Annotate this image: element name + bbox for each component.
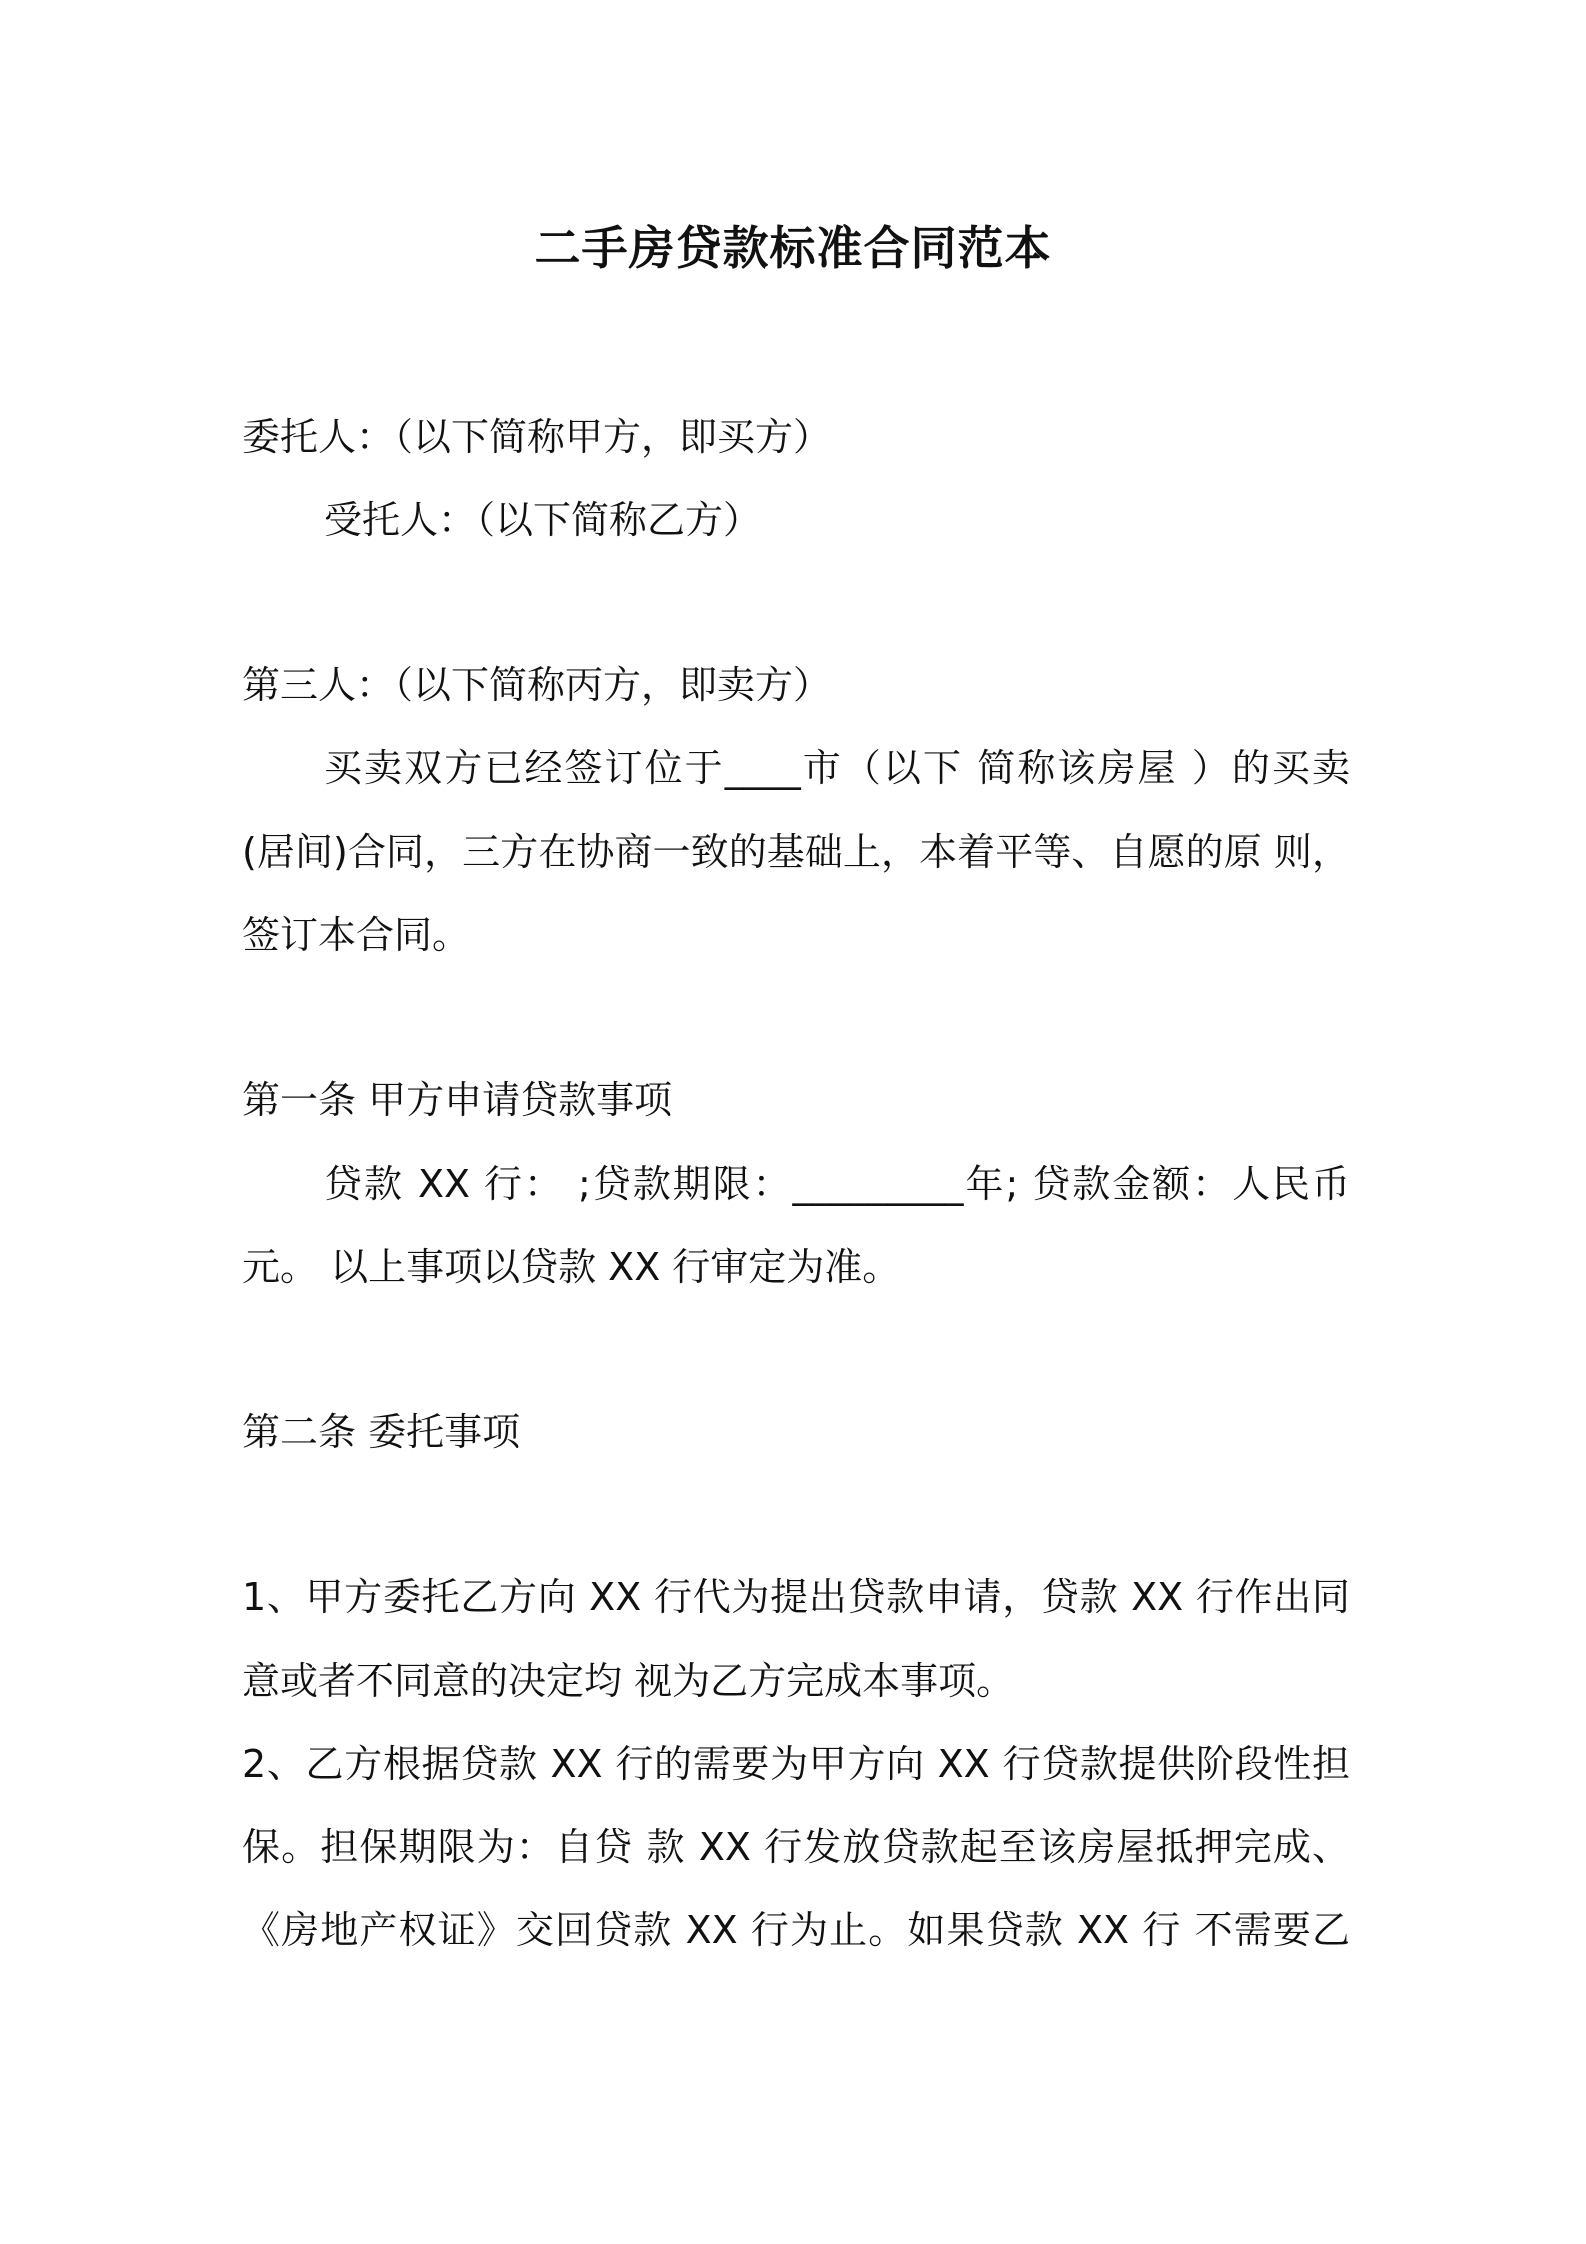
article-1-heading: 第一条 甲方申请贷款事项 [242,1078,673,1122]
principal-line: 委托人：（以下简称甲方，即买方） [242,415,832,459]
preamble-line: 签订本合同。 [242,913,471,957]
document-title: 二手房贷款标准合同范本 [534,221,1052,275]
preamble-line: (居间)合同，三方在协商一致的基础上，本着平等、自愿的原 则， [242,830,1350,874]
article-2-line: 《房地产权证》交回贷款 XX 行为止。如果贷款 XX 行 不需要乙 [242,1908,1350,1952]
article-2-line: 2、乙方根据贷款 XX 行的需要为甲方向 XX 行贷款提供阶段性担 [242,1742,1350,1786]
article-1-line: 贷款 XX 行： ;贷款期限：_________年; 贷款金额：人民币 [324,1162,1350,1206]
article-2-line: 保。担保期限为：自贷 款 XX 行发放贷款起至该房屋抵押完成、 [242,1825,1350,1869]
article-2-line: 1、甲方委托乙方向 XX 行代为提出贷款申请，贷款 XX 行作出同 [242,1575,1350,1619]
article-1-line: 元。 以上事项以贷款 XX 行审定为准。 [242,1245,901,1289]
agent-line: 受托人：（以下简称乙方） [324,498,762,542]
third-party-line: 第三人：（以下简称丙方，即卖方） [242,663,832,707]
preamble-line: 买卖双方已经签订位于____市（以下 简称该房屋 ）的买卖 [324,746,1350,790]
article-2-line: 意或者不同意的决定均 视为乙方完成本事项。 [242,1659,1015,1703]
article-2-heading: 第二条 委托事项 [242,1410,521,1454]
